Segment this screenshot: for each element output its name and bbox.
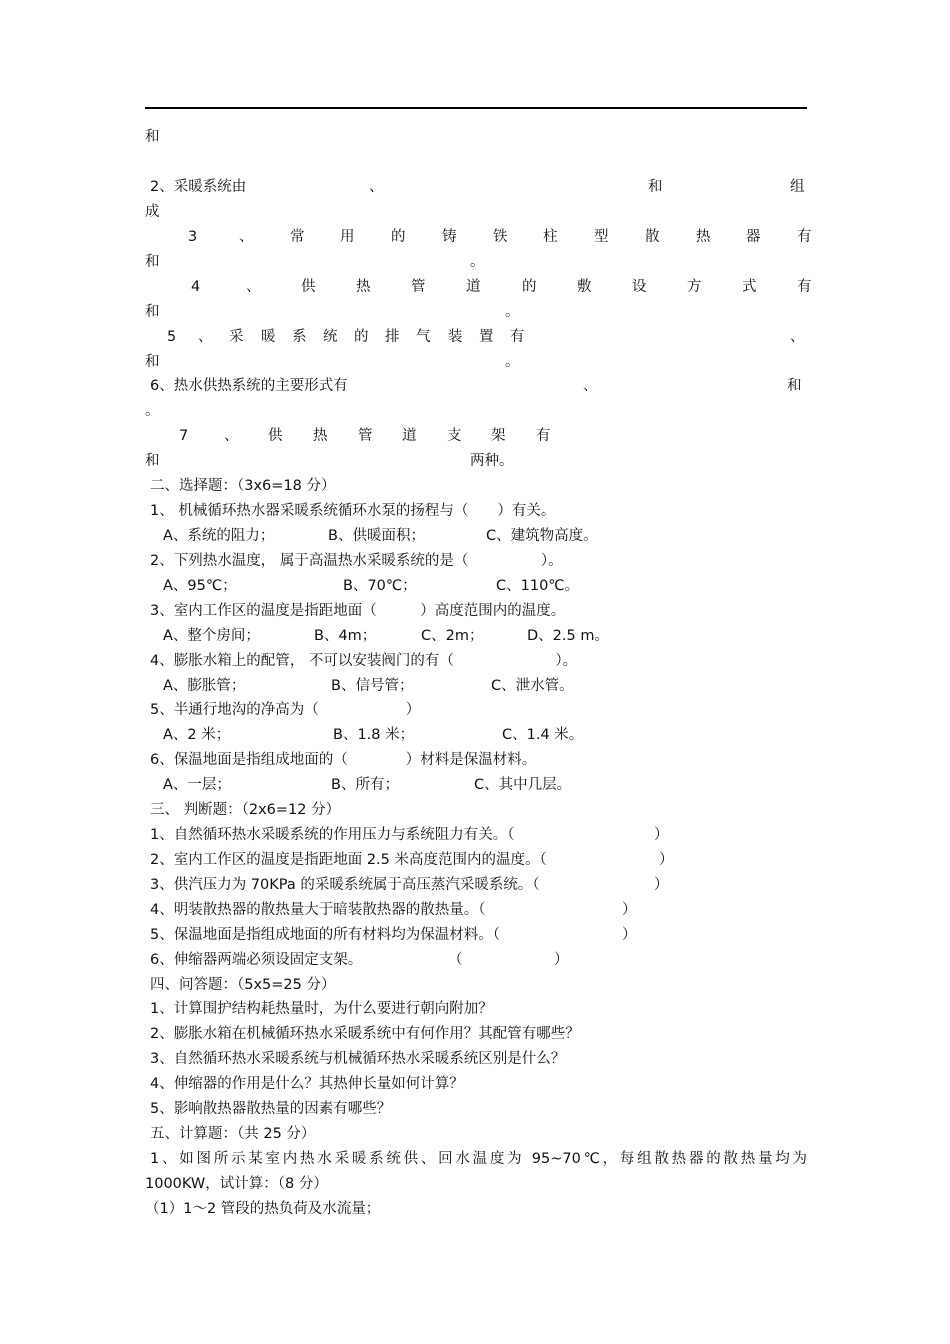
choice-q1-option-a: A、系统的阻力； xyxy=(163,528,275,544)
q4-char: 道 xyxy=(466,279,481,295)
choice-q5-option-b: B、1.8 米； xyxy=(333,727,415,743)
calc-problem-line-2: 1000KW，试计算：（8 分） xyxy=(145,1176,328,1192)
q2-cheng: 成 xyxy=(145,204,160,220)
choice-q3-option-b: B、4m； xyxy=(314,628,377,644)
q5-char: 暖 xyxy=(261,329,276,345)
q7-char: 供 xyxy=(268,428,283,444)
qa-item-2: 2、膨胀水箱在机械循环热水采暖系统中有何作用？其配管有哪些？ xyxy=(150,1026,580,1042)
choice-q3-stem: 3、室内工作区的温度是指距地面（ ）高度范围内的温度。 xyxy=(150,603,566,619)
q3-char: 柱 xyxy=(543,229,558,245)
q7-char: 有 xyxy=(536,428,551,444)
judge-item-2-close: ） xyxy=(659,852,674,868)
q5-and: 和 xyxy=(145,354,160,370)
q5-char: 置 xyxy=(479,329,494,345)
choice-q1-option-c: C、建筑物高度。 xyxy=(486,528,598,544)
q3-char: 有 xyxy=(797,229,812,245)
q2-and: 和 xyxy=(648,179,663,195)
judge-item-3-close: ） xyxy=(654,877,669,893)
choice-q4-option-a: A、膨胀管； xyxy=(163,678,246,694)
choice-q4-option-c: C、泄水管。 xyxy=(491,678,574,694)
q4-end: 。 xyxy=(505,304,520,320)
choice-q6-option-c: C、其中几层。 xyxy=(474,777,572,793)
calc-problem-line-3: （1）1～2 管段的热负荷及水流量； xyxy=(145,1201,381,1217)
qa-heading: 四、问答题：（5x5=25 分） xyxy=(150,977,336,993)
q4-char: 4 xyxy=(191,279,201,295)
judge-item-6-close: ） xyxy=(554,952,569,968)
q4-char: 、 xyxy=(246,279,261,295)
choice-q2-stem: 2、下列热水温度， 属于高温热水采暖系统的是（ ）。 xyxy=(150,553,563,569)
q7-char: 7 xyxy=(179,428,189,444)
q7-char: 架 xyxy=(491,428,506,444)
q7-char: 管 xyxy=(358,428,373,444)
q5-char: 装 xyxy=(448,329,463,345)
qa-item-4: 4、伸缩器的作用是什么？其热伸长量如何计算？ xyxy=(150,1076,464,1092)
q3-char: 的 xyxy=(391,229,406,245)
choice-q5-stem: 5、半通行地沟的净高为（ ） xyxy=(150,702,421,718)
judge-item-4: 4、明装散热器的散热量大于暗装散热器的散热量。（ xyxy=(150,902,486,918)
choice-q5-option-a: A、2 米； xyxy=(163,727,231,743)
q4-char: 的 xyxy=(522,279,537,295)
header-rule xyxy=(145,107,807,109)
q5-char: 统 xyxy=(323,329,338,345)
choice-q1-option-b: B、供暖面积； xyxy=(328,528,425,544)
qa-item-5: 5、影响散热器散热量的因素有哪些？ xyxy=(150,1101,392,1117)
choice-q6-stem: 6、保温地面是指组成地面的（ ）材料是保温材料。 xyxy=(150,752,537,768)
q5-char: 排 xyxy=(385,329,400,345)
choice-q2-option-c: C、110℃。 xyxy=(496,578,580,594)
q4-char: 方 xyxy=(687,279,702,295)
q4-char: 管 xyxy=(411,279,426,295)
q4-char: 有 xyxy=(797,279,812,295)
q3-char: 常 xyxy=(290,229,305,245)
choice-q2-option-a: A、95℃； xyxy=(163,578,237,594)
q7-char: 道 xyxy=(402,428,417,444)
q4-and: 和 xyxy=(145,304,160,320)
calc-heading: 五、计算题：（共 25 分） xyxy=(150,1126,316,1142)
q5-separator: 、 xyxy=(790,329,805,345)
choice-q6-option-b: B、所有； xyxy=(331,777,399,793)
choice-q3-option-d: D、2.5 m。 xyxy=(527,628,609,644)
q4-char: 敷 xyxy=(577,279,592,295)
q1-tail: 和 xyxy=(145,129,160,145)
q5-char: 系 xyxy=(292,329,307,345)
q3-char: 型 xyxy=(594,229,609,245)
calc-problem-line-1: 1、如图所示某室内热水采暖系统供、回水温度为 95~70℃，每组散热器的散热量均为 xyxy=(150,1151,807,1167)
q3-char: 用 xyxy=(340,229,355,245)
judge-item-3: 3、供汽压力为 70KPa 的采暖系统属于高压蒸汽采暖系统。（ xyxy=(150,877,540,893)
q3-char: 铸 xyxy=(442,229,457,245)
q6-end: 。 xyxy=(145,403,160,419)
q6-separator: 、 xyxy=(583,378,598,394)
judge-item-1: 1、自然循环热水采暖系统的作用压力与系统阻力有关。（ xyxy=(150,827,515,843)
judge-item-5: 5、保温地面是指组成地面的所有材料均为保温材料。（ xyxy=(150,927,500,943)
choice-q3-option-c: C、2m； xyxy=(421,628,484,644)
q5-char: 采 xyxy=(229,329,244,345)
choice-q1-stem: 1、 机械循环热水器采暖系统循环水泵的扬程与（ ）有关。 xyxy=(150,503,556,519)
q4-char: 供 xyxy=(301,279,316,295)
choice-q5-option-c: C、1.4 米。 xyxy=(502,727,584,743)
q4-char: 式 xyxy=(742,279,757,295)
choice-q3-option-a: A、整个房间； xyxy=(163,628,260,644)
judge-item-4-close: ） xyxy=(622,902,637,918)
choice-q4-stem: 4、膨胀水箱上的配管， 不可以安装阀门的有（ ）。 xyxy=(150,653,578,669)
q5-char: 的 xyxy=(354,329,369,345)
q6-stem: 6、热水供热系统的主要形式有 xyxy=(150,378,348,394)
q2-stem: 2、采暖系统由 xyxy=(150,179,247,195)
judge-item-5-close: ） xyxy=(622,927,637,943)
choice-q4-option-b: B、信号管； xyxy=(331,678,414,694)
q7-and: 和 xyxy=(145,453,160,469)
q3-and: 和 xyxy=(145,254,160,270)
choice-heading: 二、选择题：（3x6=18 分） xyxy=(150,478,336,494)
q7-char: 热 xyxy=(313,428,328,444)
judge-item-6: 6、伸缩器两端必须设固定支架。 xyxy=(150,952,363,968)
q3-char: 、 xyxy=(239,229,254,245)
judge-heading: 三、 判断题：（2x6=12 分） xyxy=(150,802,341,818)
judge-item-6-open: （ xyxy=(448,952,463,968)
qa-item-1: 1、计算围护结构耗热量时，为什么要进行朝向附加？ xyxy=(150,1001,493,1017)
q7-char: 、 xyxy=(224,428,239,444)
q5-end: 。 xyxy=(505,354,520,370)
qa-item-3: 3、自然循环热水采暖系统与机械循环热水采暖系统区别是什么？ xyxy=(150,1051,566,1067)
q4-char: 设 xyxy=(632,279,647,295)
q3-char: 铁 xyxy=(493,229,508,245)
q3-char: 散 xyxy=(645,229,660,245)
choice-q2-option-b: B、70℃； xyxy=(343,578,417,594)
q3-char: 3 xyxy=(188,229,198,245)
q5-char: 、 xyxy=(198,329,213,345)
q3-char: 器 xyxy=(746,229,761,245)
q5-char: 5 xyxy=(167,329,177,345)
q3-char: 热 xyxy=(696,229,711,245)
q3-end: 。 xyxy=(470,254,485,270)
q5-char: 气 xyxy=(416,329,431,345)
judge-item-2: 2、室内工作区的温度是指距地面 2.5 米高度范围内的温度。（ xyxy=(150,852,547,868)
choice-q6-option-a: A、一层； xyxy=(163,777,231,793)
q7-end: 两种。 xyxy=(470,453,514,469)
q5-char: 有 xyxy=(510,329,525,345)
q7-char: 支 xyxy=(447,428,462,444)
q6-and: 和 xyxy=(787,378,802,394)
judge-item-1-close: ） xyxy=(654,827,669,843)
q4-char: 热 xyxy=(356,279,371,295)
q2-zu: 组 xyxy=(790,179,805,195)
q2-separator: 、 xyxy=(369,179,384,195)
